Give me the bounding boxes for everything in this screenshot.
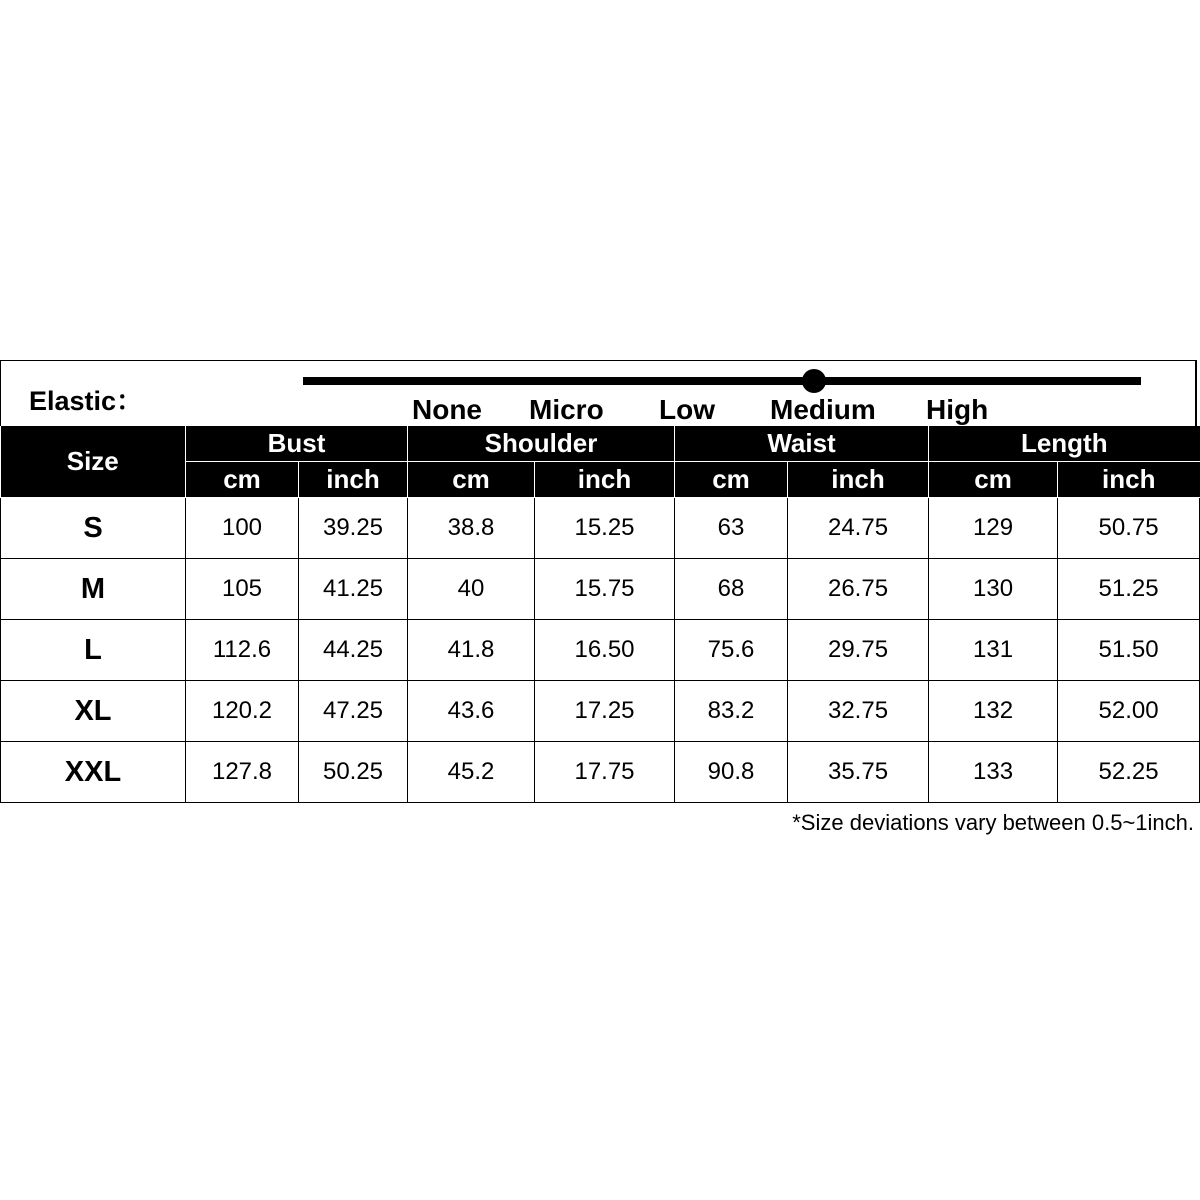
size-label: M: [1, 559, 186, 620]
measurement-cell: 15.25: [535, 498, 675, 559]
size-label: XL: [1, 681, 186, 742]
elastic-scale: [0, 360, 1197, 426]
table-body: [1, 498, 1200, 803]
measurement-cell: 75.6: [675, 620, 788, 681]
elastic-label: Elastic：: [29, 386, 144, 416]
unit-header: inch: [299, 462, 408, 498]
measurement-cell: 130: [929, 559, 1058, 620]
elastic-selected-marker: [802, 369, 826, 393]
size-deviation-note: *Size deviations vary between 0.5~1inch.: [792, 810, 1194, 835]
measurement-cell: 44.25: [299, 620, 408, 681]
measurement-cell: 17.75: [535, 742, 675, 803]
elastic-level-micro: Micro: [529, 394, 604, 425]
measurement-cell: 47.25: [299, 681, 408, 742]
measurement-cell: 63: [675, 498, 788, 559]
measurement-cell: 83.2: [675, 681, 788, 742]
measurement-cell: 112.6: [186, 620, 299, 681]
measurement-cell: 40: [408, 559, 535, 620]
measurement-cell: 90.8: [675, 742, 788, 803]
bust-header: Bust: [186, 426, 408, 462]
measurement-cell: 127.8: [186, 742, 299, 803]
measurement-cell: 39.25: [299, 498, 408, 559]
measurement-cell: 35.75: [788, 742, 929, 803]
measurement-cell: 17.25: [535, 681, 675, 742]
size-column-header: Size: [1, 426, 186, 498]
size-label: S: [1, 498, 186, 559]
measurement-cell: 41.8: [408, 620, 535, 681]
measurement-cell: 29.75: [788, 620, 929, 681]
length-header: Length: [929, 426, 1200, 462]
measurement-cell: 50.25: [299, 742, 408, 803]
elastic-level-medium: Medium: [770, 394, 876, 425]
measurement-cell: 131: [929, 620, 1058, 681]
measurement-cell: 129: [929, 498, 1058, 559]
unit-header: cm: [408, 462, 535, 498]
measurement-cell: 41.25: [299, 559, 408, 620]
unit-header: cm: [675, 462, 788, 498]
measurement-cell: 15.75: [535, 559, 675, 620]
measurement-cell: 24.75: [788, 498, 929, 559]
table-row: [1, 620, 1200, 681]
measurement-cell: 132: [929, 681, 1058, 742]
measurement-cell: 105: [186, 559, 299, 620]
size-chart: [0, 360, 1200, 802]
measurement-cell: 52.00: [1058, 681, 1200, 742]
measurement-cell: 43.6: [408, 681, 535, 742]
measurement-cell: 51.50: [1058, 620, 1200, 681]
measurement-cell: 133: [929, 742, 1058, 803]
elastic-level-high: High: [926, 394, 989, 425]
measurement-cell: 50.75: [1058, 498, 1200, 559]
unit-header: cm: [186, 462, 299, 498]
measurement-cell: 16.50: [535, 620, 675, 681]
elastic-level-low: Low: [659, 394, 715, 425]
measurement-cell: 100: [186, 498, 299, 559]
measurement-cell: 51.25: [1058, 559, 1200, 620]
shoulder-header: Shoulder: [408, 426, 675, 462]
table-row: [1, 498, 1200, 559]
table-row: [1, 559, 1200, 620]
unit-header: inch: [788, 462, 929, 498]
elastic-scale-line: [303, 377, 1141, 385]
size-label: L: [1, 620, 186, 681]
elastic-level-none: None: [412, 394, 482, 425]
measurement-cell: 120.2: [186, 681, 299, 742]
size-label: XXL: [1, 742, 186, 803]
waist-header: Waist: [675, 426, 929, 462]
measurement-cell: 45.2: [408, 742, 535, 803]
unit-header: cm: [929, 462, 1058, 498]
table-row: [1, 681, 1200, 742]
size-table: [0, 426, 1200, 803]
unit-header: inch: [535, 462, 675, 498]
measurement-cell: 68: [675, 559, 788, 620]
measurement-cell: 26.75: [788, 559, 929, 620]
unit-header: inch: [1058, 462, 1200, 498]
measurement-cell: 52.25: [1058, 742, 1200, 803]
table-row: [1, 742, 1200, 803]
measurement-cell: 32.75: [788, 681, 929, 742]
measurement-cell: 38.8: [408, 498, 535, 559]
